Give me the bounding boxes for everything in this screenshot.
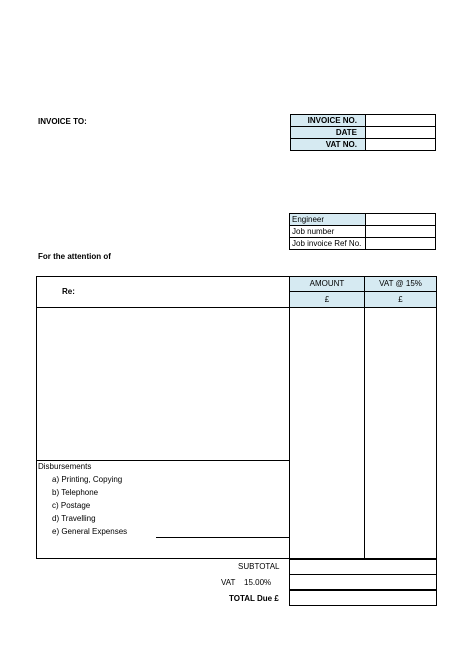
invoice-no-label: INVOICE NO.	[290, 114, 366, 127]
job-ref-field[interactable]	[365, 237, 436, 250]
disbursement-item: d) Travelling	[52, 514, 96, 523]
vat-no-field[interactable]	[365, 138, 436, 151]
vat-rate: 15.00%	[244, 578, 272, 587]
disbursement-item: c) Postage	[52, 501, 91, 510]
description-area[interactable]	[37, 308, 289, 460]
subtotal-label: SUBTOTAL	[238, 562, 280, 571]
engineer-label: Engineer	[289, 213, 366, 226]
vat-column[interactable]	[365, 308, 436, 558]
attention-label: For the attention of	[38, 252, 111, 261]
total-due-field[interactable]	[289, 590, 437, 606]
disbursement-item: b) Telephone	[52, 488, 99, 497]
vat-currency: £	[365, 292, 436, 307]
vat-total-field[interactable]	[289, 574, 437, 590]
vat-label: VAT	[221, 578, 236, 587]
disbursement-item: e) General Expenses	[52, 527, 128, 536]
job-number-label: Job number	[289, 225, 366, 238]
job-ref-label: Job invoice Ref No.	[289, 237, 366, 250]
disbursement-item: a) Printing, Copying	[52, 475, 123, 484]
vat-no-label: VAT NO.	[290, 138, 366, 151]
invoice-to-label: INVOICE TO:	[38, 117, 87, 126]
amount-header: AMOUNT	[290, 277, 364, 291]
disbursements-label: Disbursements	[38, 462, 92, 471]
date-label: DATE	[290, 126, 366, 139]
subtotal-field[interactable]	[289, 559, 437, 575]
re-label: Re:	[62, 287, 75, 296]
total-due-label: TOTAL Due £	[229, 594, 279, 603]
vat-header: VAT @ 15%	[365, 277, 436, 291]
disbursements-divider	[36, 460, 290, 461]
expenses-underline	[156, 537, 289, 538]
amount-column[interactable]	[290, 308, 364, 558]
amount-currency: £	[290, 292, 364, 307]
